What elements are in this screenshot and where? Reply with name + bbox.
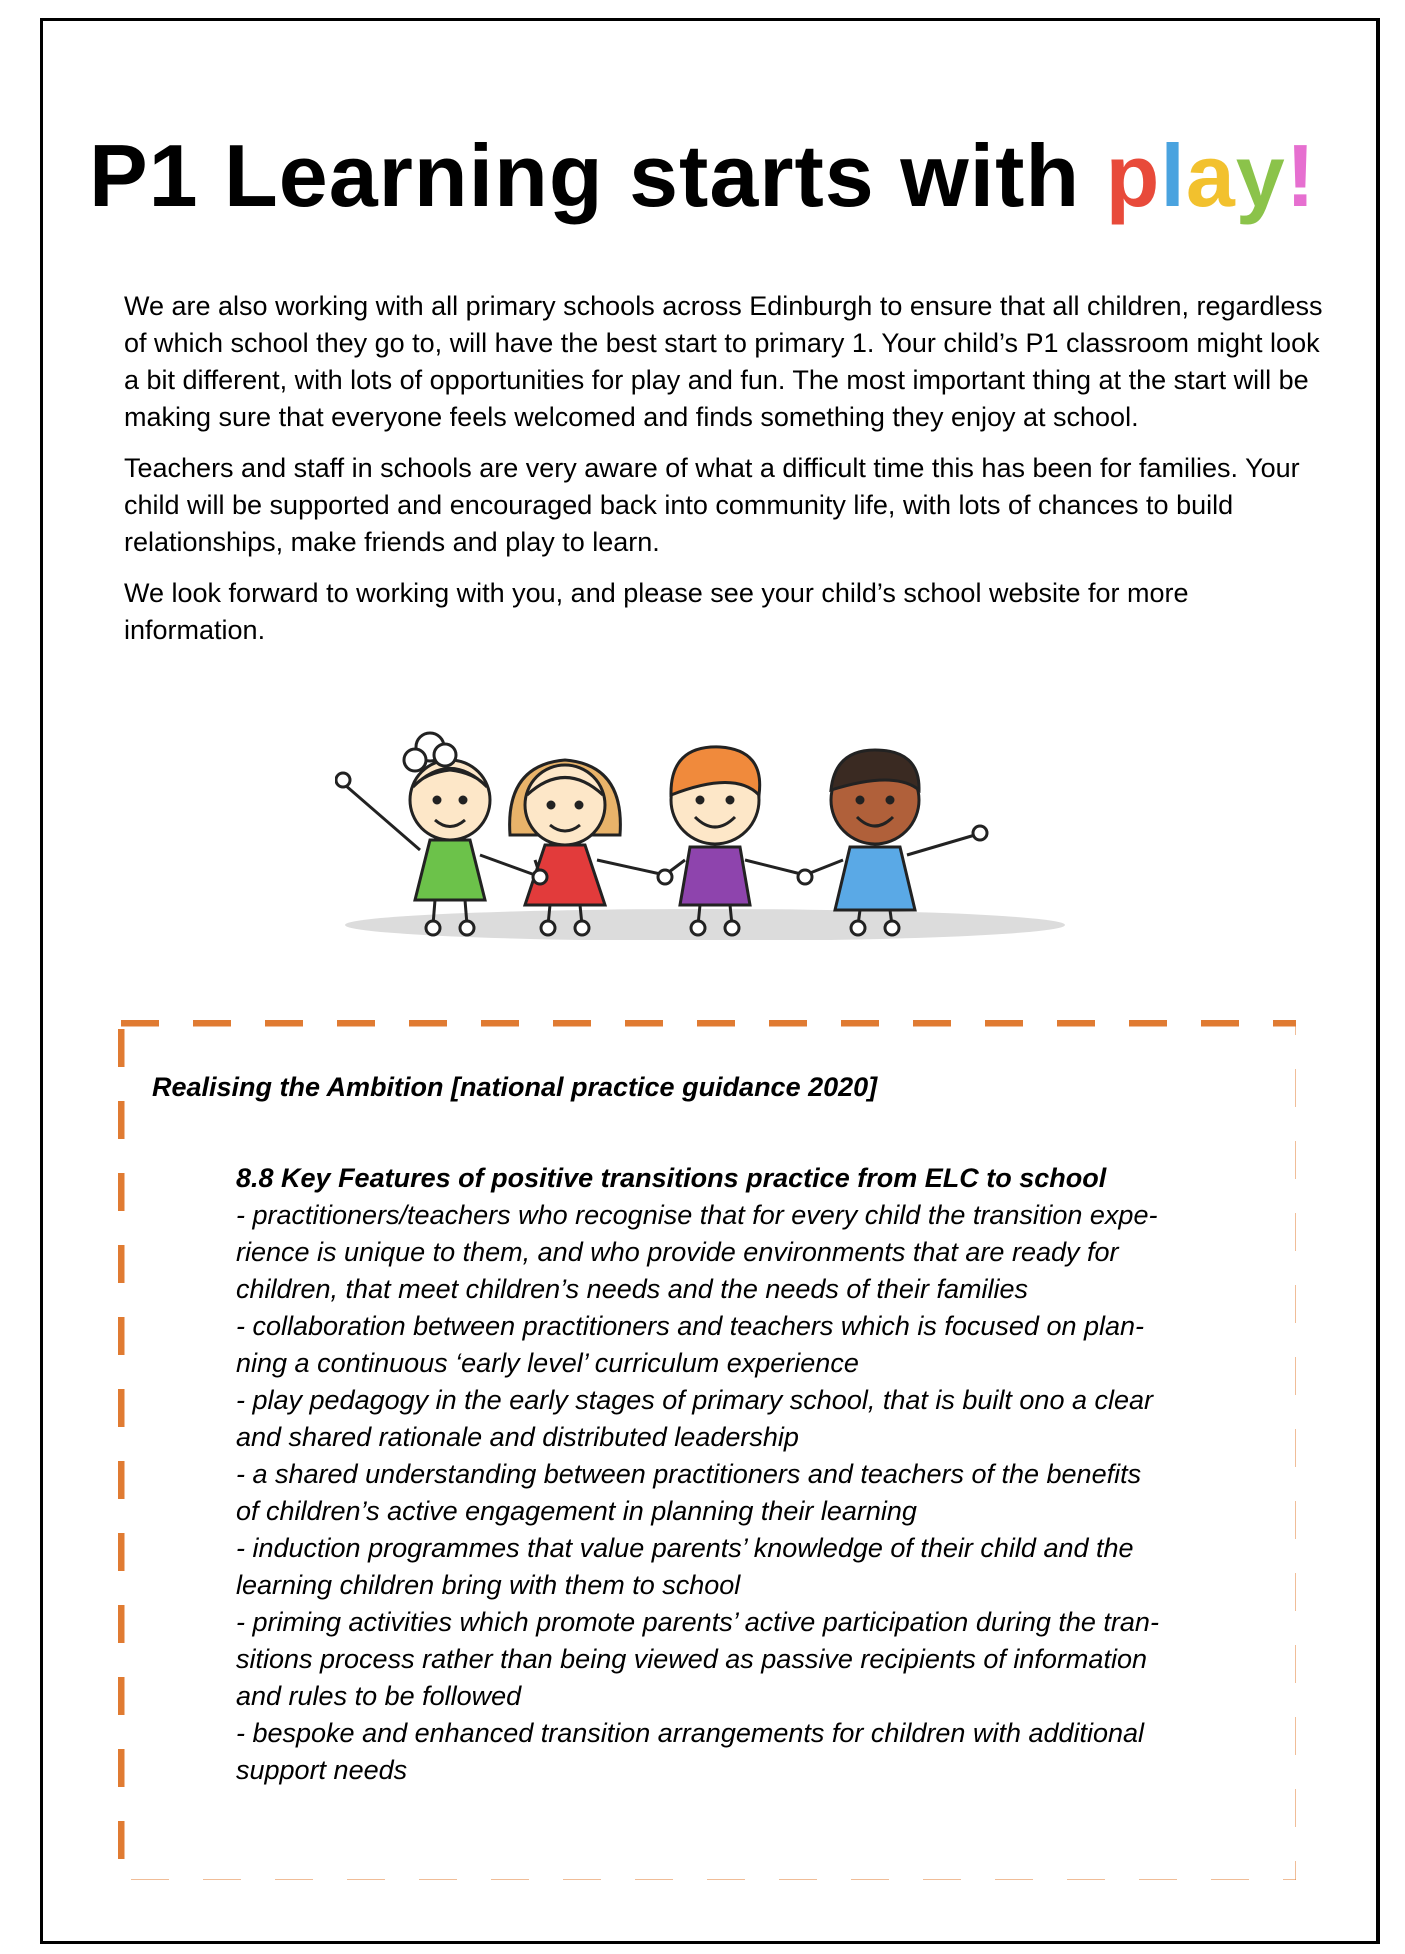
page-title bbox=[0, 126, 1405, 225]
key-features bbox=[236, 1160, 1246, 1789]
guidance-heading: Realising the Ambition [national practice guidance 2020] bbox=[152, 1072, 878, 1102]
feature-line: sitions process rather than being viewed as passive recipients of information bbox=[236, 1644, 1147, 1674]
play-letter: p bbox=[1105, 126, 1161, 225]
feature-line: and rules to be followed bbox=[236, 1681, 522, 1711]
kid-3 bbox=[665, 747, 805, 935]
feature-line: learning children bring with them to school bbox=[236, 1570, 741, 1600]
feature-line: - play pedagogy in the early stages of primary school, that is built ono a clear bbox=[236, 1385, 1153, 1415]
play-letter: l bbox=[1160, 126, 1186, 225]
feature-line: - induction programmes that value parents’ knowledge of their child and the bbox=[236, 1533, 1134, 1563]
feature-line: - bespoke and enhanced transition arrangements for children with additional bbox=[236, 1718, 1145, 1748]
title-main-text: P1 Learning starts with bbox=[88, 126, 1106, 225]
kid-4 bbox=[805, 750, 987, 935]
feature-line: and shared rationale and distributed leadership bbox=[236, 1422, 799, 1452]
feature-line: of children’s active engagement in planning their learning bbox=[236, 1496, 917, 1526]
feature-line: - a shared understanding between practitioners and teachers of the benefits bbox=[236, 1459, 1142, 1489]
feature-line: ning a continuous ‘early level’ curriculum experience bbox=[236, 1348, 859, 1378]
key-features-list bbox=[236, 1197, 1246, 1789]
title-play-word bbox=[1106, 126, 1316, 225]
feature-line: - collaboration between practitioners and teachers which is focused on plan- bbox=[236, 1311, 1145, 1341]
kid-2 bbox=[510, 760, 665, 935]
feature-line: support needs bbox=[236, 1755, 408, 1785]
intro-paragraph-1: We are also working with all primary schools across Edinburgh to ensure that all children, regardless of which school they go to, will have the best start to primary 1. Your child’s P1 classroom might look a bit different, with lots of opportunities for play and fun. The most important thing at the start will be making sure that everyone feels welcomed and finds something they enjoy at school. bbox=[124, 291, 1323, 432]
play-letter: a bbox=[1185, 126, 1236, 225]
feature-line: - priming activities which promote parents’ active participation during the tran- bbox=[236, 1607, 1159, 1637]
key-features-title: 8.8 Key Features of positive transitions practice from ELC to school bbox=[236, 1163, 1107, 1193]
intro-paragraph-3: We look forward to working with you, and please see your child’s school website for more information. bbox=[124, 578, 1189, 645]
children-holding-hands-illustration bbox=[335, 725, 1075, 940]
kid-1 bbox=[336, 733, 535, 935]
intro-paragraph-2: Teachers and staff in schools are very aware of what a difficult time this has been for families. Your child will be supported and encouraged back into community life, with lots of chances to build relationships, make friends and play to learn. bbox=[124, 453, 1300, 557]
play-letter: y bbox=[1235, 126, 1286, 225]
feature-line: children, that meet children’s needs and the needs of their families bbox=[236, 1274, 1028, 1304]
play-letter: ! bbox=[1285, 126, 1317, 225]
feature-line: - practitioners/teachers who recognise that for every child the transition expe- bbox=[236, 1200, 1158, 1230]
feature-line: rience is unique to them, and who provide environments that are ready for bbox=[236, 1237, 1119, 1267]
intro-text bbox=[124, 288, 1324, 663]
